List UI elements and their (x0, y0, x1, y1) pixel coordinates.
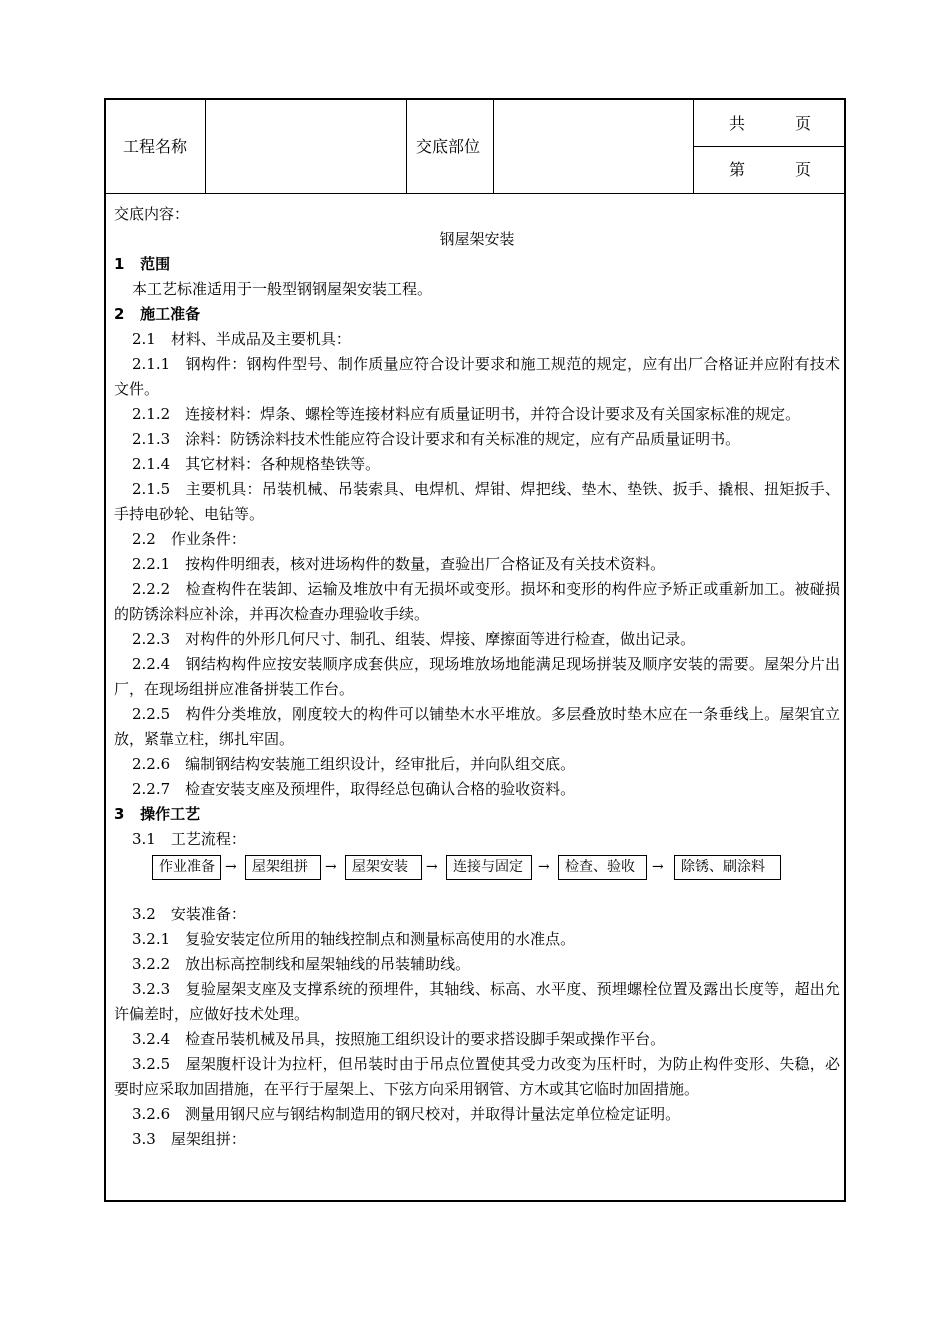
paragraph: 3.2.4 检查吊装机械及吊具，按照施工组织设计的要求搭设脚手架或操作平台。 (132, 1030, 666, 1048)
paragraph: 2.2.4 钢结构构件应按安装顺序成套供应，现场堆放场地能满足现场拼装及顺序安装的需要。屋架分片出厂，在现场组拼应准备拼装工作台。 (114, 655, 840, 698)
paragraph: 2.1.1 钢构件：钢构件型号、制作质量应符合设计要求和施工规范的规定，应有出厂合格证并应附有技术文件。 (114, 355, 840, 398)
page-number-suffix: 页 (795, 160, 812, 179)
process-flow (152, 852, 840, 885)
paragraph: 2.1 材料、半成品及主要机具： (132, 330, 351, 348)
flow-step: 连接与固定 (446, 855, 532, 880)
arrow-right-icon: → (538, 859, 550, 875)
flow-step: 除锈、刷涂料 (674, 855, 781, 880)
arrow-right-icon: → (652, 859, 664, 875)
paragraph: 2.2.5 构件分类堆放，刚度较大的构件可以铺垫木水平堆放。多层叠放时垫木应在一条垂线上。屋架宜立放，紧靠立柱，绑扎牢固。 (114, 705, 840, 748)
paragraph: 3.2.6 测量用钢尺应与钢结构制造用的钢尺校对，并取得计量法定单位检定证明。 (132, 1105, 681, 1123)
paragraph: 3.2 安装准备： (132, 905, 246, 923)
disclosure-content (114, 202, 840, 1152)
paragraph: 本工艺标准适用于一般型钢钢屋架安装工程。 (132, 280, 433, 298)
paragraph: 2.2.3 对构件的外形几何尺寸、制孔、组装、焊接、摩擦面等进行检查，做出记录。 (132, 630, 696, 648)
paragraph: 2.1.4 其它材料：各种规格垫铁等。 (132, 455, 381, 473)
document-title: 钢屋架安装 (439, 230, 515, 248)
header-divider (406, 100, 407, 193)
paragraph: 2.1.2 连接材料：焊条、螺栓等连接材料应有质量证明书，并符合设计要求及有关国家标准的规定。 (132, 405, 801, 423)
header-divider (493, 100, 494, 193)
paragraph: 2.2.2 检查构件在装卸、运输及堆放中有无损坏或变形。损坏和变形的构件应予矫正或重新加工。被碰损的防锈涂料应补涂，并再次检查办理验收手续。 (114, 580, 840, 623)
section-2-heading (114, 302, 840, 327)
header-table (106, 100, 844, 194)
section-number: 3 (114, 805, 125, 823)
paragraph: 2.2.7 检查安装支座及预埋件，取得经总包确认合格的验收资料。 (132, 780, 576, 798)
project-name-label: 工程名称 (123, 137, 188, 156)
paragraph: 2.1.3 涂料：防锈涂料技术性能应符合设计要求和有关标准的规定，应有产品质量证明书。 (132, 430, 741, 448)
paragraph: 3.2.5 屋架腹杆设计为拉杆，但吊装时由于吊点位置使其受力改变为压杆时，为防止构件变形、失稳，必要时应采取加固措施，在平行于屋架上、下弦方向采用钢管、方木或其它临时加固措施。 (114, 1055, 840, 1098)
flow-step: 检查、验收 (558, 855, 647, 880)
disclosure-part-label: 交底部位 (416, 137, 481, 156)
section-title: 范围 (140, 255, 171, 273)
page-number-prefix: 第 (729, 160, 746, 179)
total-pages-suffix: 页 (795, 114, 812, 133)
arrow-right-icon: → (426, 859, 438, 875)
section-number: 2 (114, 305, 125, 323)
paragraph: 2.1.5 主要机具：吊装机械、吊装索具、电焊机、焊钳、焊把线、垫木、垫铁、扳手、撬根、扭矩扳手、手持电砂轮、电钻等。 (114, 480, 840, 523)
paragraph: 3.3 屋架组拼： (132, 1130, 246, 1148)
flow-step: 作业准备 (152, 855, 221, 880)
section-title: 操作工艺 (140, 805, 201, 823)
flow-step: 屋架组拼 (245, 855, 321, 880)
flow-spacer (114, 885, 840, 902)
content-intro-label: 交底内容： (114, 205, 190, 223)
section-1-heading (114, 252, 840, 277)
section-title: 施工准备 (140, 305, 201, 323)
paragraph: 3.2.2 放出标高控制线和屋架轴线的吊装辅助线。 (132, 955, 471, 973)
header-divider (693, 146, 844, 147)
technical-disclosure-sheet (104, 98, 846, 1202)
arrow-right-icon: → (325, 859, 337, 875)
section-3-heading (114, 802, 840, 827)
paragraph: 2.2.6 编制钢结构安装施工组织设计，经审批后，并向队组交底。 (132, 755, 576, 773)
section-number: 1 (114, 255, 125, 273)
header-divider (205, 100, 206, 193)
arrow-right-icon: → (225, 859, 237, 875)
paragraph: 3.1 工艺流程： (132, 830, 246, 848)
paragraph: 2.2.1 按构件明细表，核对进场构件的数量，查验出厂合格证及有关技术资料。 (132, 555, 666, 573)
total-pages-prefix: 共 (729, 114, 746, 133)
paragraph: 3.2.1 复验安装定位所用的轴线控制点和测量标高使用的水准点。 (132, 930, 576, 948)
flow-step: 屋架安装 (345, 855, 422, 880)
paragraph: 3.2.3 复验屋架支座及支撑系统的预埋件，其轴线、标高、水平度、预埋螺栓位置及露出长度等，超出允许偏差时，应做好技术处理。 (114, 980, 840, 1023)
paragraph: 2.2 作业条件： (132, 530, 246, 548)
